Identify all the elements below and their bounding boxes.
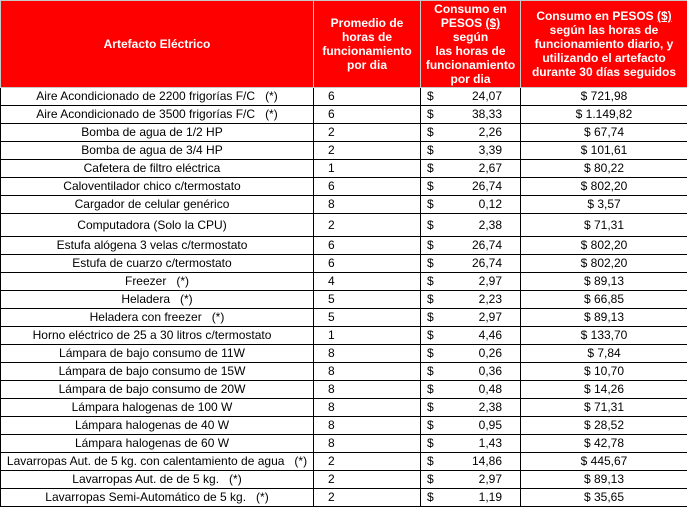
daily-cost-cell [421,196,521,214]
appliance-name: Aire Acondicionado de 3500 frigorías F/C [36,107,255,121]
table-row [1,142,687,160]
appliance-note: (*) [229,472,242,486]
hours-cell: 5 [314,309,421,327]
currency-symbol: $ [427,292,434,307]
daily-cost-cell [421,88,521,106]
hours-cell: 2 [314,214,421,237]
hours-cell: 6 [314,237,421,255]
hours-cell: 6 [314,106,421,124]
appliance-name: Lámpara halogenas de 100 W [72,400,233,414]
table-row [1,417,687,435]
appliance-cell [1,237,314,255]
daily-cost-value: 0,26 [479,346,502,361]
appliance-name: Lámpara halogenas de 60 W [75,436,229,450]
appliance-cell [1,345,314,363]
monthly-cost-cell: $ 802,20 [521,255,687,273]
daily-cost-value: 4,46 [479,328,502,343]
currency-symbol: $ [427,346,434,361]
currency-symbol: $ [427,143,434,158]
daily-cost-cell [421,327,521,345]
currency-symbol: $ [427,310,434,325]
appliance-name: Caloventilador chico c/termostato [63,179,240,193]
appliance-note: (*) [265,107,278,121]
daily-cost-value: 3,39 [479,143,502,158]
daily-cost-cell [421,345,521,363]
currency-symbol: $ [427,382,434,397]
table-row [1,160,687,178]
table-row [1,106,687,124]
appliance-name: Horno eléctrico de 25 a 30 litros c/termostato [33,328,272,342]
table-row [1,435,687,453]
daily-cost-cell [421,291,521,309]
daily-cost-cell [421,309,521,327]
hours-cell: 8 [314,196,421,214]
monthly-cost-cell: $ 1.149,82 [521,106,687,124]
appliance-name: Aire Acondicionado de 2200 frigorías F/C [36,89,255,103]
appliance-cell [1,106,314,124]
table-row [1,291,687,309]
header-daily-cost: Consumo en PESOS ($) según las horas de funcionamiento por dia [421,1,521,88]
header-hours: Promedio de horas de funcionamiento por dia [314,1,421,88]
monthly-cost-cell: $ 101,61 [521,142,687,160]
daily-cost-value: 2,97 [479,274,502,289]
hours-cell: 1 [314,327,421,345]
daily-cost-cell [421,142,521,160]
appliance-cell [1,160,314,178]
hours-cell: 2 [314,453,421,471]
table-row [1,88,687,106]
hours-cell: 6 [314,178,421,196]
daily-cost-value: 2,38 [479,400,502,415]
daily-cost-cell [421,471,521,489]
appliance-cell [1,309,314,327]
currency-symbol: $ [427,418,434,433]
appliance-cell [1,435,314,453]
hours-cell: 2 [314,471,421,489]
hours-cell: 2 [314,489,421,507]
table-row [1,363,687,381]
appliance-cell [1,453,314,471]
daily-cost-cell [421,255,521,273]
table-row [1,399,687,417]
appliance-cell [1,291,314,309]
appliance-name: Lavarropas Aut. de de 5 kg. [72,472,219,486]
appliance-note: (*) [294,454,307,468]
appliance-cell [1,363,314,381]
monthly-cost-cell: $ 89,13 [521,273,687,291]
currency-symbol: $ [427,436,434,451]
currency-symbol: $ [427,274,434,289]
daily-cost-value: 1,43 [479,436,502,451]
appliance-name: Estufa de cuarzo c/termostato [72,256,231,270]
monthly-cost-cell: $ 67,74 [521,124,687,142]
hours-cell: 5 [314,291,421,309]
appliance-cell [1,214,314,237]
currency-symbol: $ [427,454,434,469]
monthly-cost-cell: $ 10,70 [521,363,687,381]
hours-cell: 8 [314,345,421,363]
monthly-cost-cell: $ 721,98 [521,88,687,106]
daily-cost-cell [421,124,521,142]
monthly-cost-cell: $ 66,85 [521,291,687,309]
currency-symbol: $ [427,472,434,487]
currency-symbol: $ [427,328,434,343]
appliance-name: Freezer [125,274,166,288]
currency-symbol: $ [427,89,434,104]
monthly-cost-cell: $ 7,84 [521,345,687,363]
appliance-name: Lámpara de bajo consumo de 11W [59,346,245,360]
appliance-name: Cargador de celular genérico [75,197,230,211]
table-row [1,214,687,237]
table-row [1,273,687,291]
table-row [1,196,687,214]
monthly-cost-cell: $ 89,13 [521,471,687,489]
monthly-cost-cell: $ 802,20 [521,237,687,255]
daily-cost-value: 2,38 [479,218,502,233]
table-row [1,237,687,255]
daily-cost-value: 2,97 [479,310,502,325]
monthly-cost-cell: $ 42,78 [521,435,687,453]
appliance-cell [1,178,314,196]
currency-symbol: $ [427,179,434,194]
appliance-cell [1,124,314,142]
appliance-cell [1,142,314,160]
daily-cost-cell [421,160,521,178]
daily-cost-value: 0,48 [479,382,502,397]
monthly-cost-cell: $ 14,26 [521,381,687,399]
daily-cost-value: 26,74 [472,256,502,271]
appliance-cell [1,381,314,399]
monthly-cost-cell: $ 80,22 [521,160,687,178]
daily-cost-cell [421,435,521,453]
monthly-cost-cell: $ 71,31 [521,399,687,417]
hours-cell: 8 [314,435,421,453]
appliance-cell [1,399,314,417]
daily-cost-value: 2,26 [479,125,502,140]
daily-cost-value: 0,36 [479,364,502,379]
currency-symbol: $ [427,256,434,271]
hours-cell: 2 [314,124,421,142]
table-row [1,471,687,489]
table-row [1,309,687,327]
appliance-note: (*) [256,490,269,504]
appliance-cell [1,88,314,106]
hours-cell: 4 [314,273,421,291]
appliance-name: Bomba de agua de 3/4 HP [81,143,222,157]
appliance-note: (*) [212,310,225,324]
table-row [1,255,687,273]
daily-cost-cell [421,381,521,399]
appliance-cell [1,273,314,291]
hours-cell: 8 [314,381,421,399]
appliance-cell [1,489,314,507]
appliance-name: Lavarropas Semi-Automático de 5 kg. [45,490,246,504]
appliance-note: (*) [176,274,189,288]
appliance-cell [1,471,314,489]
monthly-cost-cell: $ 3,57 [521,196,687,214]
table-row [1,178,687,196]
hours-cell: 6 [314,255,421,273]
daily-cost-cell [421,106,521,124]
monthly-cost-cell: $ 133,70 [521,327,687,345]
monthly-cost-cell: $ 71,31 [521,214,687,237]
appliance-cell [1,196,314,214]
hours-cell: 6 [314,88,421,106]
daily-cost-cell [421,273,521,291]
daily-cost-value: 14,86 [472,454,502,469]
hours-cell: 1 [314,160,421,178]
currency-symbol: $ [427,161,434,176]
daily-cost-value: 26,74 [472,179,502,194]
monthly-cost-cell: $ 35,65 [521,489,687,507]
currency-symbol: $ [427,218,434,233]
appliance-name: Lámpara de bajo consumo de 15W [59,364,246,378]
appliance-note: (*) [265,89,278,103]
monthly-cost-cell: $ 802,20 [521,178,687,196]
hours-cell: 2 [314,142,421,160]
appliance-name: Heladera con freezer [90,310,202,324]
daily-cost-cell [421,237,521,255]
currency-symbol: $ [427,238,434,253]
header-monthly-cost: Consumo en PESOS ($) según las horas de funcionamiento diario, y utilizando el artefacto durante 30 días seguidos [521,1,687,88]
daily-cost-value: 2,97 [479,472,502,487]
daily-cost-cell [421,214,521,237]
daily-cost-cell [421,178,521,196]
daily-cost-cell [421,399,521,417]
header-appliance: Artefacto Eléctrico [1,1,314,88]
appliance-name: Computadora (Solo la CPU) [77,218,226,232]
daily-cost-value: 2,23 [479,292,502,307]
appliance-name: Heladera [121,292,170,306]
appliance-name: Lámpara de bajo consumo de 20W [59,382,246,396]
appliance-name: Lámpara halogenas de 40 W [75,418,229,432]
currency-symbol: $ [427,400,434,415]
currency-symbol: $ [427,107,434,122]
monthly-cost-cell: $ 445,67 [521,453,687,471]
table-row [1,489,687,507]
daily-cost-cell [421,453,521,471]
daily-cost-value: 2,67 [479,161,502,176]
table-row [1,327,687,345]
monthly-cost-cell: $ 28,52 [521,417,687,435]
table-row [1,345,687,363]
daily-cost-value: 24,07 [472,89,502,104]
appliance-name: Cafetera de filtro eléctrica [84,161,221,175]
daily-cost-value: 38,33 [472,107,502,122]
hours-cell: 8 [314,417,421,435]
hours-cell: 8 [314,363,421,381]
daily-cost-value: 0,95 [479,418,502,433]
appliance-note: (*) [180,292,193,306]
currency-symbol: $ [427,364,434,379]
monthly-cost-cell: $ 89,13 [521,309,687,327]
currency-symbol: $ [427,490,434,505]
daily-cost-value: 1,19 [479,490,502,505]
table-row [1,124,687,142]
appliance-cell [1,417,314,435]
header-row [1,1,687,88]
appliance-cell [1,327,314,345]
daily-cost-cell [421,417,521,435]
appliance-name: Bomba de agua de 1/2 HP [81,125,222,139]
appliance-name: Estufa alógena 3 velas c/termostato [57,238,248,252]
appliance-cell [1,255,314,273]
currency-symbol: $ [427,197,434,212]
table-row [1,453,687,471]
currency-symbol: $ [427,125,434,140]
appliance-name: Lavarropas Aut. de 5 kg. con calentamiento de agua [7,454,285,468]
daily-cost-value: 26,74 [472,238,502,253]
daily-cost-cell [421,489,521,507]
hours-cell: 8 [314,399,421,417]
daily-cost-value: 0,12 [479,197,502,212]
daily-cost-cell [421,363,521,381]
table-row [1,381,687,399]
